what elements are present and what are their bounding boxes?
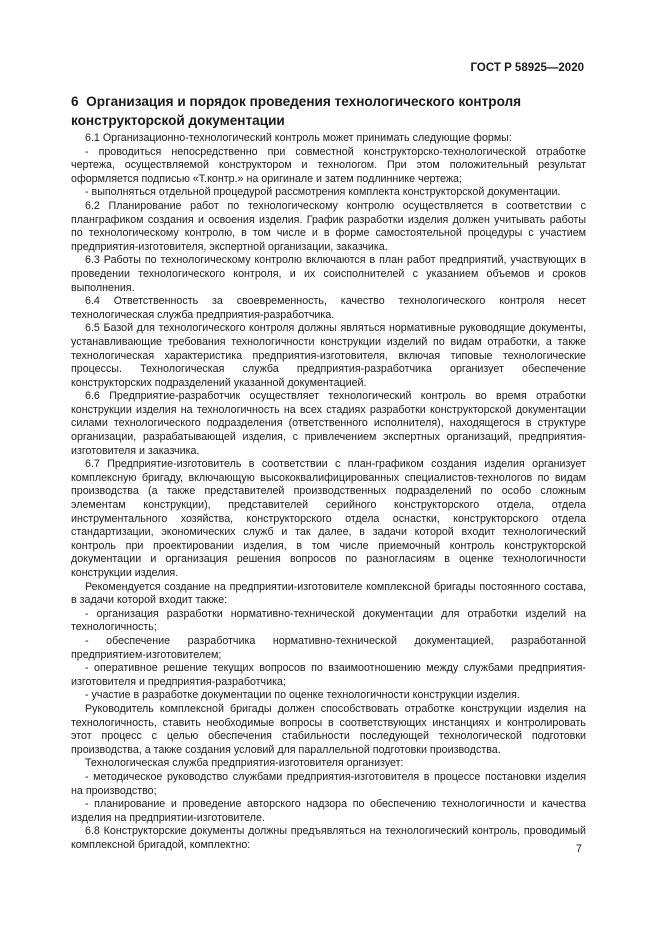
paragraph: 6.4 Ответственность за своевременность, качество технологического контроля несет технологическая служба предприятия-разработчика. (71, 295, 586, 321)
section-title: Организация и порядок проведения технологического контроля конструкторской документации (71, 94, 522, 128)
section-body (71, 132, 586, 852)
paragraph: 6.7 Предприятие-изготовитель в соответствии с план-графиком создания изделия организует комплексную бригаду, включающую высококвалифицированных специалистов-технологов по видам производства (а также представителей производственных подразделений по особо сложным элементам конструкции), представителей серийного конструкторского отдела, отдела инструментального хозяйства, конструкторского отдела оснастки, конструкторского отдела стандартизации, экономических служб и так далее, в задачи которой входит технологический контроль при проектировании изделия, в том числе приемочный контроль конструкторской документации и организация решения вопросов по разногласиям в оценке технологичности конструкции изделия. (71, 458, 586, 579)
paragraph: 6.6 Предприятие-разработчик осуществляет технологический контроль во время отработки конструкции изделия на технологичность на всех стадиях разработки конструкторской документации силами технологического подразделения (ответственного исполнителя), находящегося в структуре организации, разрабатывающей изделия, с привлечением экспертных организаций, предприятия-изготовителя и заказчика. (71, 390, 586, 457)
paragraph: 6.5 Базой для технологического контроля должны являться нормативные руководящие документы, устанавливающие требования технологичности конструкции изделий по видам отработки, а также технологическая характеристика предприятия-изготовителя, включая типовые технологические процессы. Технологическая служба предприятия-разработчика организует обеспечение конструкторских подразделений указанной документацией. (71, 322, 586, 389)
paragraph: Технологическая служба предприятия-изготовителя организует: (85, 757, 404, 770)
paragraph: 6.1 Организационно-технологический контроль может принимать следующие формы: (85, 132, 512, 144)
paragraph: - организация разработки нормативно-технической документации для отработки изделий на технологичность; (71, 607, 586, 634)
paragraph: 6.8 Конструкторские документы должны предъявляться на технологический контроль, проводимый комплексной бригадой, комплектно: (71, 825, 586, 851)
page-number: 7 (575, 843, 582, 855)
paragraph: - планирование и проведение авторского надзора по обеспечению технологичности и качества изделия на предприятии-изготовителе. (71, 798, 586, 824)
paragraph: 6.2 Планирование работ по технологическому контролю осуществляется в соответствии с планграфиком создания и освоения изделия. График разработки изделия должен учитывать работы по технологическому контролю, в том числе и в форме самостоятельной процедуры с участием предприятия-изготовителя, экспертной организации, заказчика. (71, 199, 586, 253)
paragraph: Рекомендуется создание на предприятии-изготовителе комплексной бригады постоянного состава, в задачи которой входит также: (71, 580, 586, 607)
document-code-header: ГОСТ Р 58925—2020 (470, 62, 584, 74)
paragraph: - участие в разработке документации по оценке технологичности конструкции изделия. (85, 689, 520, 702)
paragraph: - методическое руководство службами предприятия-изготовителя в процессе постановки изделия на производство; (71, 770, 586, 797)
section-number: 6 (71, 94, 79, 109)
section-heading (71, 92, 586, 130)
paragraph: - обеспечение разработчика нормативно-технической документацией, разработанной предприятием-изготовителем; (71, 634, 586, 661)
paragraph: - проводиться непосредственно при совместной конструкторско-технологической отработке чертежа, осуществляемой конструктором и технологом. При этом положительный результат оформляется подписью «Т.контр.» на оригинале и затем подлиннике чертежа; (71, 145, 586, 185)
paragraph: - оперативное решение текущих вопросов по взаимоотношению между службами предприятия-изготовителя и предприятия-разработчика; (71, 662, 586, 688)
paragraph: - выполняться отдельной процедурой рассмотрения комплекта конструкторской документации. (85, 186, 561, 199)
paragraph: 6.3 Работы по технологическому контролю включаются в план работ предприятий, участвующих в проведении технологического контроля, и их соисполнителей с указанием объемов и сроков выполнения. (71, 254, 586, 294)
paragraph: Руководитель комплексной бригады должен способствовать отработке конструкции изделия на технологичность, ставить необходимые вопросы в соответствующих инстанциях и контролировать этот процесс с целью обеспечения стабильности последующей технологической подготовки производства, а также создания условий для параллельной подготовки производства. (71, 702, 586, 756)
